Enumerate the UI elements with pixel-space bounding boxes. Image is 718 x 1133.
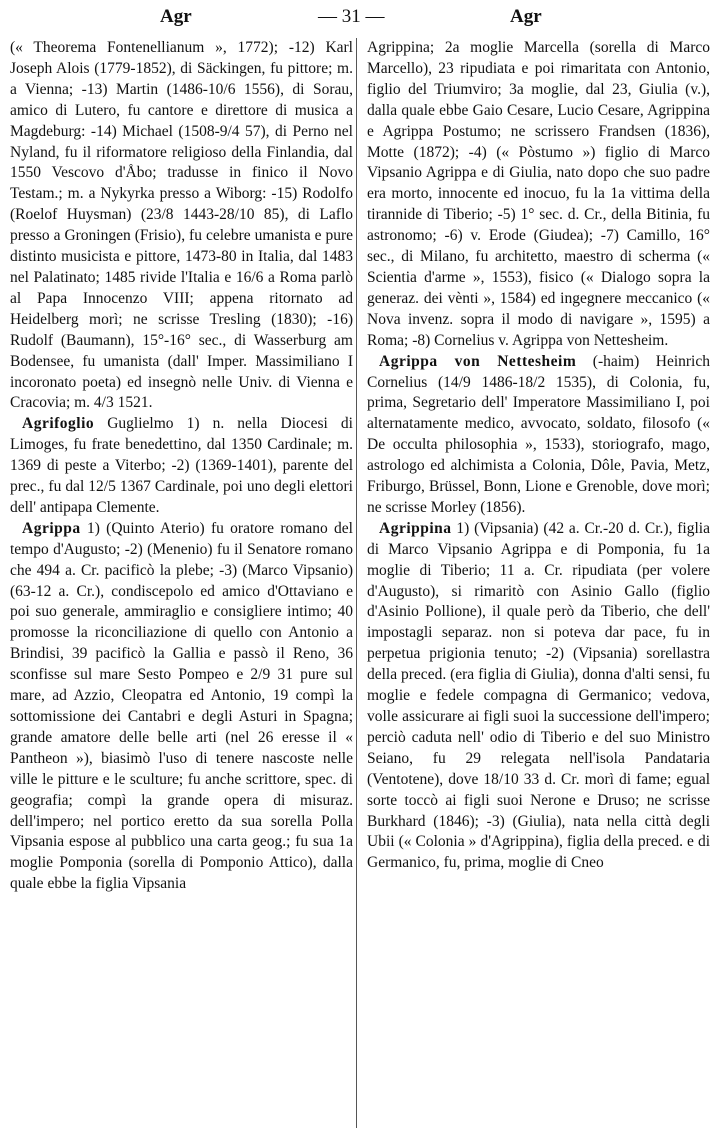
page-header	[0, 4, 718, 34]
entry-continuation: Agrippina; 2a moglie Marcella (sorella di Marco Marcello), 23 ripudiata e poi rimaritata con Antonio, figlio del Triumviro; 3a moglie, dal 23, Giulia (v.), dalla quale ebbe Gaio Cesare, Lucio Cesare, Agrippina e Agrippa Postumo; ne scrissero Frandsen (1836), Motte (1872); -4) (« Pòstumo ») figlio di Marco Vipsanio Agrippa e di Giulia, nato dopo che suo padre era morto, innocente ed inocuo, fu la 1a vittima della tirannide di Tiberio; -5) 1° sec. d. Cr., della Bitinia, fu astronomo; -6) v. Erode (Giudea); -7) Camillo, 16° sec., di Milano, fu architetto, maestro di scherma (« Scientia d'arme », 1553), fisico (« Dialogo sopra la generaz. dei vènti », 1584) ed ingegnere meccanico (« Nova invenz. sopra il modo di navigare », 1595) a Roma; -8) Cornelius v. Agrippa von Nettesheim.	[367, 39, 710, 349]
entry-text: 1) (Quinto Aterio) fu oratore romano del tempo d'Augusto; -2) (Menenio) fu il Senatore romano che 494 a. Cr. pacificò la plebe; -3) (Marco Vipsanio) (63-12 a. Cr.), condiscepolo ed amico d'Ottaviano e poi suo generale, ammiraglio e consigliere intimo; 40 promosse la riconciliazione di quello con Antonio a Brindisi, 39 pacificò la Gallia e passò il Reno, 36 sconfisse sul mare Sesto Pompeo e 2/9 31 pure sul mare, ad Azzio, Cleopatra ed Antonio, 19 compì la sottomissione dei Cantabri e degli Asturi in Spagna; grande amatore delle belle arti (nel 26 eresse il « Pantheon »), biasimò l'uso di tenere nascoste nelle ville le pitture e le sculture; fu anche scrittore, spec. di geografia; compì la grande opera di misuraz. dell'impero; nel portico eretto da sua sorella Polla Vipsania espose al pubblico una carta geog.; fu sua 1a moglie Pomponia (sorella di Pomponio Attico), dalla quale ebbe la figlia Vipsania	[10, 519, 353, 893]
entry-agrippa	[10, 519, 353, 895]
headword: Agrippina	[379, 519, 452, 537]
entry-text: (-haim) Heinrich Cornelius (14/9 1486-18/2 1535), di Colonia, fu, prima, Segretario dell' Imperatore Massimiliano I, poi alternatamente medico, avvocato, soldato, filosofo (« De occulta philosophia », 1533), storiografo, mago, astrologo ed alchimista a Colonia, Dôle, Pavia, Metz, Friburgo, Brüssel, Bonn, Lione e Grenoble, dove morì; ne scrisse Morley (1856).	[367, 352, 710, 516]
entry-text: 1) (Vipsania) (42 a. Cr.-20 d. Cr.), figlia di Marco Vipsanio Agrippa e di Pomponia, fu 1a moglie di Tiberio; 11 a. Cr. ripudiata (per volere d'Augusto), si rimaritò con Asinio Gallo (figlio d'Asinio Pollione), il quale però da Tiberio, che dell' impostagli separaz. non si poteva dar pace, fu in perpetua prigionia tenuto; -2) (Vipsania) sorellastra della preced. (era figlia di Giulia), donna d'alti sensi, fu moglie e fedele compagna di Germanico; vedova, volle assicurare ai figli suoi la successione dell'impero; perciò caduta nell' odio di Tiberio e del suo Ministro Seiano, fu 29 relegata nell'isola Pandataria (Ventotene), dove 18/10 33 d. Cr. morì di fame; egual sorte toccò ai figli suoi Nerone e Druso; ne scrisse Burkhard (1846); -3) (Giulia), nata nella città degli Ubii (« Colonia » d'Agrippina), figlia della preced. e di Germanico, fu, prima, moglie di Cneo	[367, 519, 710, 872]
left-column	[10, 38, 353, 895]
column-divider	[356, 38, 357, 1128]
headword: Agrippa von Nettesheim	[379, 352, 577, 370]
entry-agrippina	[367, 519, 710, 874]
entry-agrifoglio	[10, 414, 353, 519]
right-column	[367, 38, 710, 874]
entry-continuation: (« Theorema Fontenellianum », 1772); -12) Karl Joseph Alois (1779-1852), di Säckingen, fu pittore; m. a Vienna; -13) Martin (1486-10/6 1556), di Sorau, amico di Lutero, fu cantore e direttore di musica a Magdeburg: -14) Michael (1508-9/4 57), di Perno nel Nyland, fu il riformatore religioso della Finlandia, dal 1550 Vescovo d'Åbo; tradusse in finico il Novo Testam.; m. a Nykyrka presso a Wiborg: -15) Rodolfo (Roelof Huysman) (23/8 1443-28/10 85), di Laflo presso a Groningen (Frisio), fu celebre umanista e pure distinto musicista e pittore, 1473-80 in Italia, dal 1483 nel Palatinato; 1485 rivide l'Italia e 16/6 a Roma parlò al Papa Innocenzo VIII; appena ritornato ad Heidelberg morì; ne scrisse Tresling (1830); -16) Rudolf (Baumann), 15°-16° sec., di Wasserburg am Bodensee, fu umanista (dall' Imper. Massimiliano I incoronato poeta) ed insegnò nelle Univ. di Vienna e Cracovia; m. 4/3 1521.	[10, 39, 353, 412]
entry-text: Guglielmo 1) n. nella Diocesi di Limoges, fu frate benedettino, dal 1350 Cardinale; m. 1369 di peste a Viterbo; -2) (1369-1401), parente del prec., fu dal 12/5 1367 Cardinale, poi uno degli elettori dell' antipapa Clemente.	[10, 415, 353, 516]
entry-agrippa-von-nettesheim	[367, 352, 710, 519]
page-number: — 31 —	[318, 6, 385, 27]
headword: Agrippa	[22, 519, 81, 537]
headword: Agrifoglio	[22, 415, 95, 433]
header-right-guideword: Agr	[510, 6, 542, 27]
header-left-guideword: Agr	[160, 6, 192, 27]
